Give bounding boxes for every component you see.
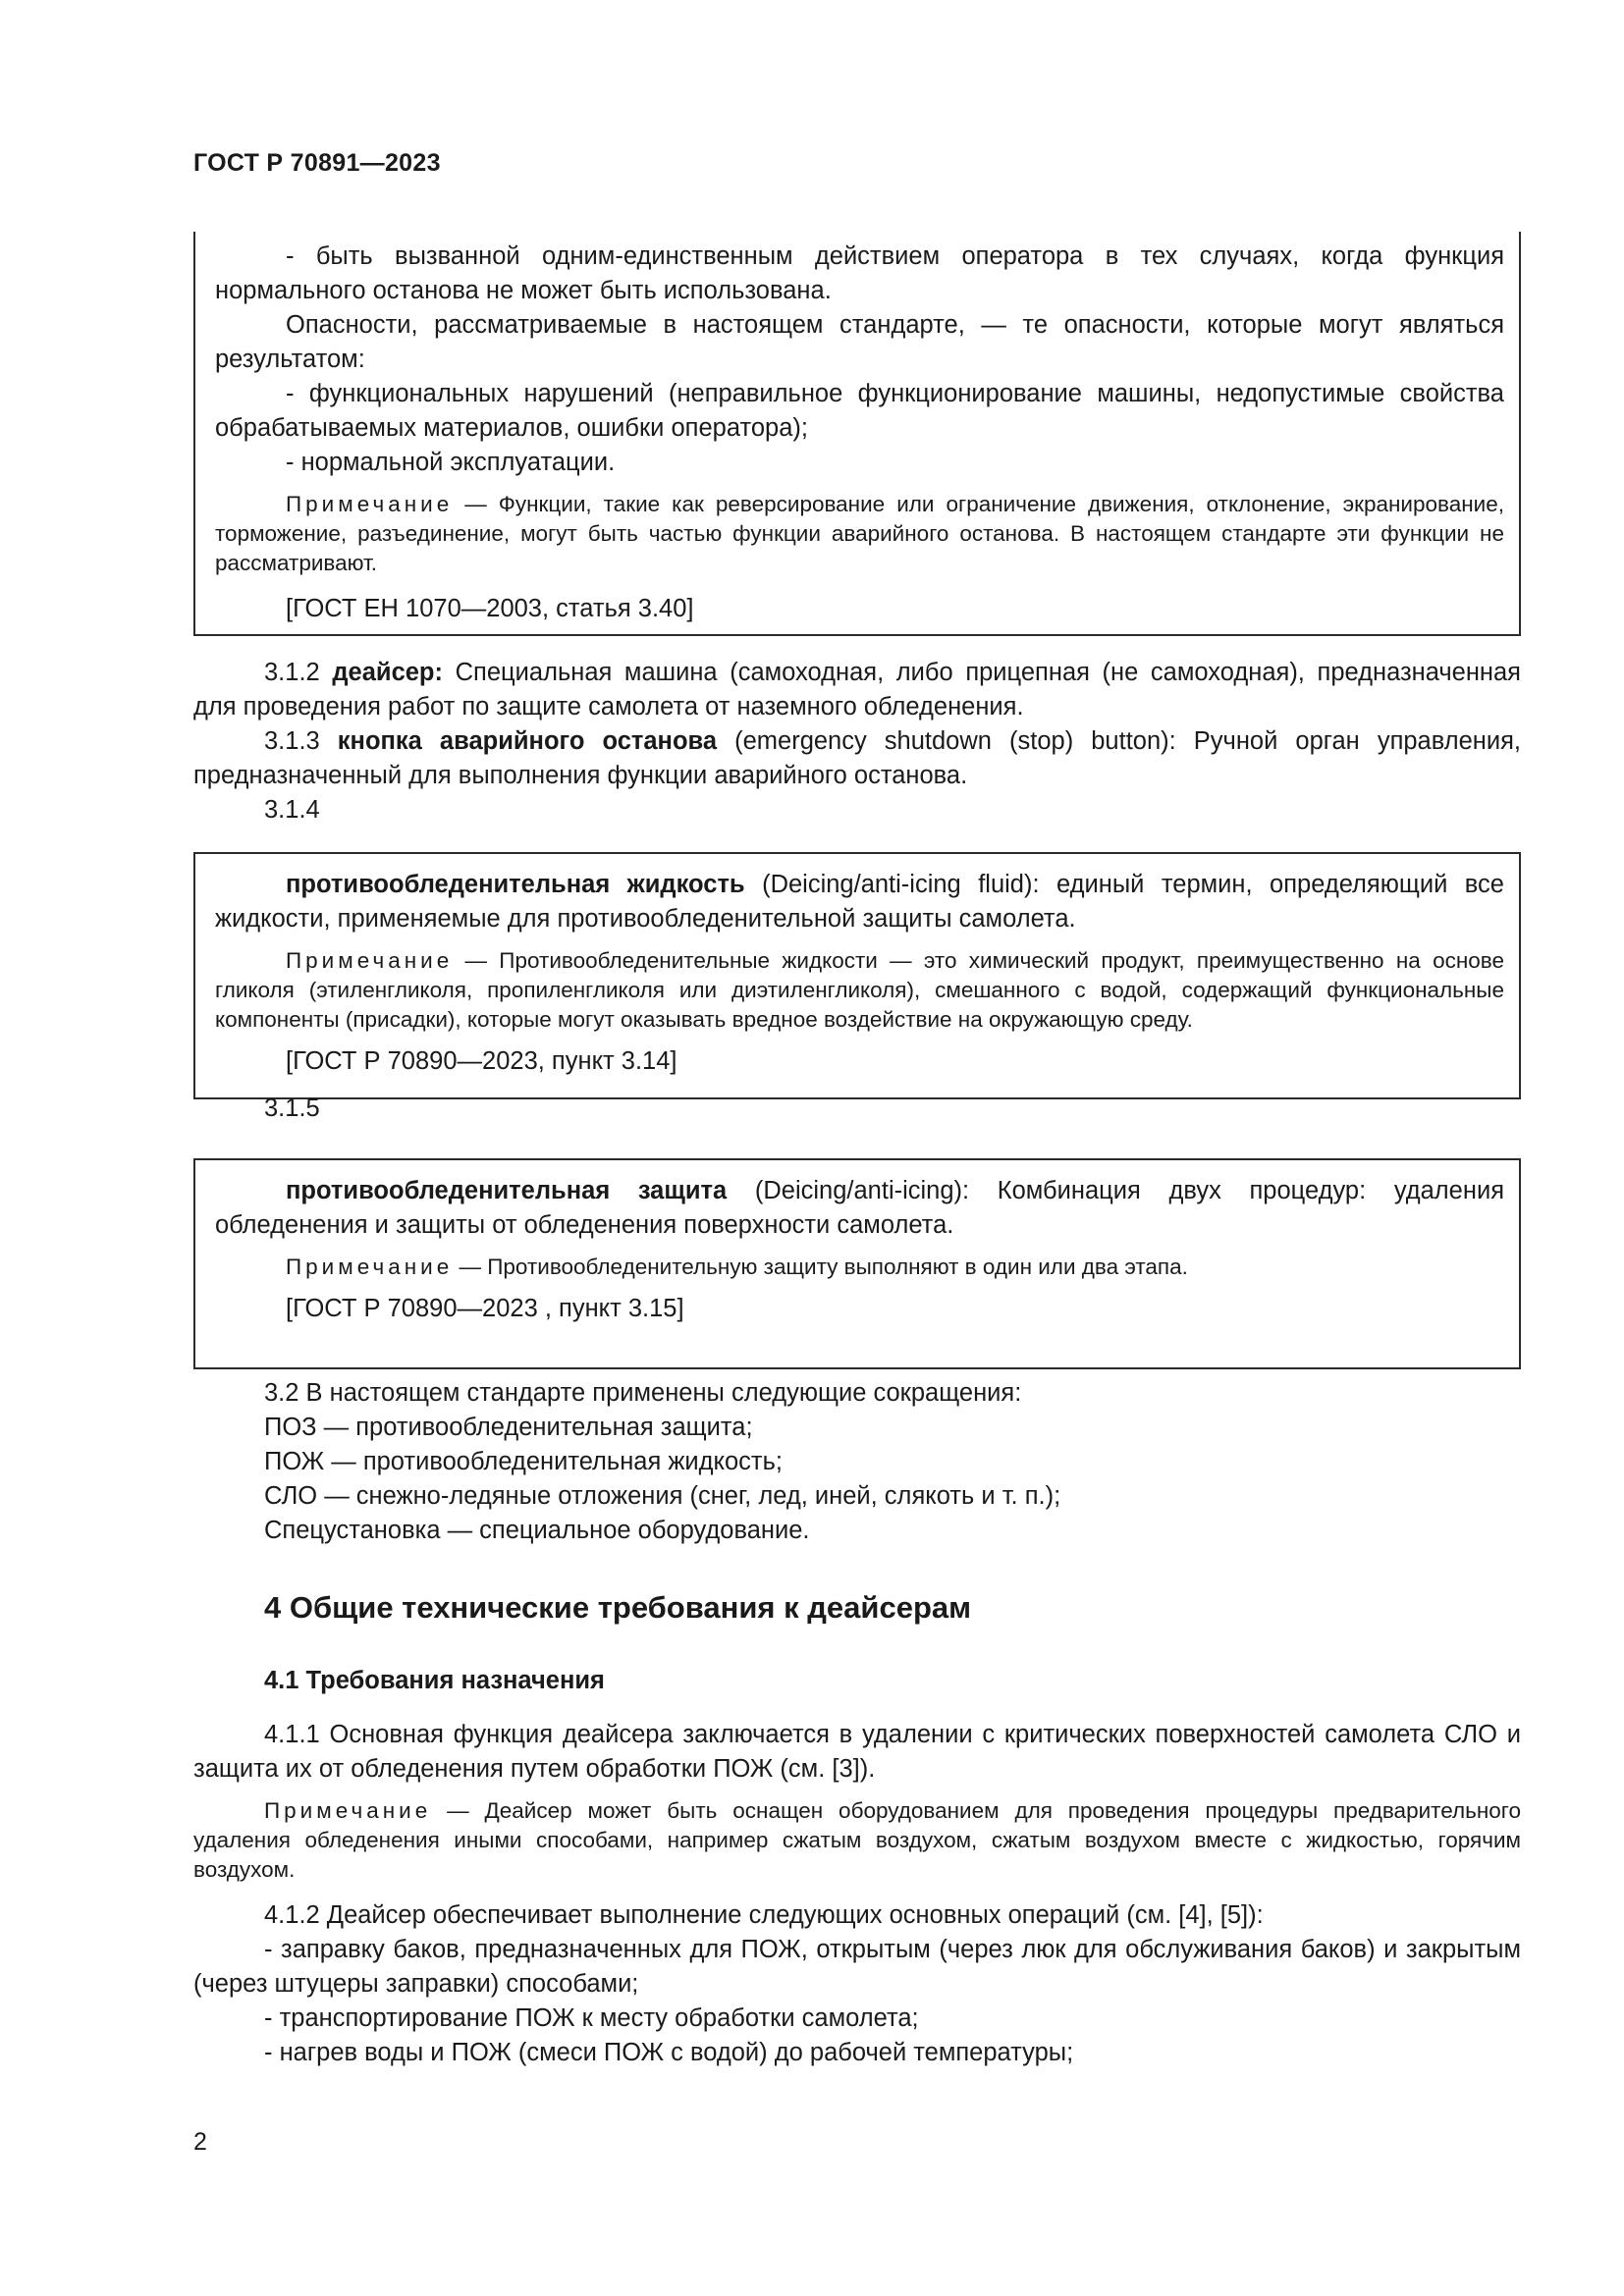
term-313: [193, 724, 1521, 793]
term-312: [193, 656, 1521, 724]
source-reference: [ГОСТ Р 70890—2023, пункт 3.14]: [286, 1047, 677, 1075]
document-header: ГОСТ Р 70891—2023: [193, 149, 441, 177]
paragraph-411: 4.1.1 Основная функция деайсера заключается в удалении с критических поверхностей самолета СЛО и защита их от обледенения путем обработки ПОЖ (см. [3]).: [193, 1721, 1521, 1783]
note-label: Примечание: [286, 948, 454, 973]
paragraph: Опасности, рассматриваемые в настоящем стандарте, — те опасности, которые могут являться результатом:: [215, 311, 1504, 373]
term-number-315-wrap: [193, 1092, 1521, 1126]
term-315: [215, 1174, 1504, 1243]
note-text: — Противообледенительную защиту выполняют в один или два этапа.: [453, 1255, 1188, 1279]
term-definition: Специальная машина (самоходная, либо прицепная (не самоходная), предназначенная для проведения работ по защите самолета от наземного обледенения.: [193, 659, 1521, 721]
note-text: — Противообледенительные жидкости — это химический продукт, преимущественно на основе гликоля (этиленгликоля, пропиленгликоля или диэтиленгликоля), смешанного с водой, содержащий функциональные компоненты (присадки), которые могут оказывать вредное воздействие на окружающую среду.: [215, 948, 1504, 1032]
abbreviation-item: ПОЗ — противообледенительная защита;: [264, 1414, 753, 1441]
term-box-315: [193, 1158, 1521, 1369]
term-definition: (emergency shutdown (stop) button): Ручной орган управления, предназначенный для выполнения функции аварийного останова.: [193, 727, 1521, 789]
abbreviations-section: [193, 1376, 1521, 1548]
term-number: 3.1.3: [264, 727, 338, 755]
source-reference: [ГОСТ Р 70890—2023 , пункт 3.15]: [286, 1295, 684, 1322]
note: [215, 946, 1504, 1035]
note-label: Примечание: [264, 1798, 432, 1823]
abbreviation-item: ПОЖ — противообледенительная жидкость;: [264, 1448, 783, 1475]
list-item: - нагрев воды и ПОЖ (смеси ПОЖ с водой) до рабочей температуры;: [264, 2039, 1074, 2066]
page-number: 2: [193, 2128, 207, 2156]
subsection-heading: 4.1 Требования назначения: [264, 1667, 605, 1694]
term-number-314: 3.1.4: [264, 796, 320, 824]
note-label: Примечание: [286, 1255, 454, 1279]
term-name: противообледенительная защита: [286, 1177, 728, 1204]
note: [215, 1253, 1504, 1282]
terms-312-313: [193, 656, 1521, 828]
term-number: 3.1.2: [264, 659, 333, 686]
term-box-314: [193, 852, 1521, 1099]
note: [193, 1796, 1521, 1885]
term-definition: (Deicing/anti-icing): Комбинация двух процедур: удаления обледенения и защиты от обледенения поверхности самолета.: [215, 1177, 1505, 1239]
subsection-4-1: [193, 1667, 1521, 1695]
paragraph-412: 4.1.2 Деайсер обеспечивает выполнение следующих основных операций (см. [4], [5]):: [264, 1901, 1264, 1929]
term-name: противообледенительная жидкость: [286, 871, 745, 898]
term-number-315: 3.1.5: [264, 1095, 320, 1122]
source-reference: [ГОСТ ЕН 1070—2003, статья 3.40]: [286, 595, 694, 622]
list-item: - заправку баков, предназначенных для ПОЖ, открытым (через люк для обслуживания баков) и закрытым (через штуцеры заправки) способами;: [193, 1936, 1521, 1998]
abbreviations-intro: 3.2 В настоящем стандарте применены следующие сокращения:: [264, 1379, 1022, 1407]
abbreviation-item: СЛО — снежно-ледяные отложения (снег, лед, иней, слякоть и т. п.);: [264, 1482, 1061, 1510]
section-4-body: [193, 1718, 1521, 2070]
term-name: деайсер:: [332, 659, 444, 686]
term-name: кнопка аварийного останова: [337, 727, 718, 755]
section-heading: 4 Общие технические требования к деайсерам: [264, 1590, 972, 1625]
list-item: - транспортирование ПОЖ к месту обработки самолета;: [264, 2004, 919, 2032]
term-definition: (Deicing/anti-icing fluid): единый термин, определяющий все жидкости, применяемые для противообледенительной защиты самолета.: [215, 871, 1504, 933]
note-label: Примечание: [286, 492, 454, 516]
term-box-continuation: [193, 232, 1521, 636]
abbreviation-item: Спецустановка — специальное оборудование.: [264, 1517, 810, 1544]
note-text: — Деайсер может быть оснащен оборудованием для проведения процедуры предварительного удаления обледенения иными способами, например сжатым воздухом, сжатым воздухом вместе с жидкостью, горячим воздухом.: [193, 1798, 1521, 1882]
note-text: — Функции, такие как реверсирование или ограничение движения, отклонение, экранирование, торможение, разъединение, могут быть частью функции аварийного останова. В настоящем стандарте эти функции не рассматривают.: [215, 492, 1504, 575]
paragraph: - нормальной эксплуатации.: [286, 449, 616, 476]
section-4: [193, 1590, 1521, 1626]
paragraph: - быть вызванной одним-единственным действием оператора в тех случаях, когда функция нормального останова не может быть использована.: [215, 242, 1504, 304]
note: [215, 490, 1504, 578]
paragraph: - функциональных нарушений (неправильное функционирование машины, недопустимые свойства обрабатываемых материалов, ошибки оператора);: [215, 380, 1504, 442]
term-314: [215, 868, 1504, 936]
